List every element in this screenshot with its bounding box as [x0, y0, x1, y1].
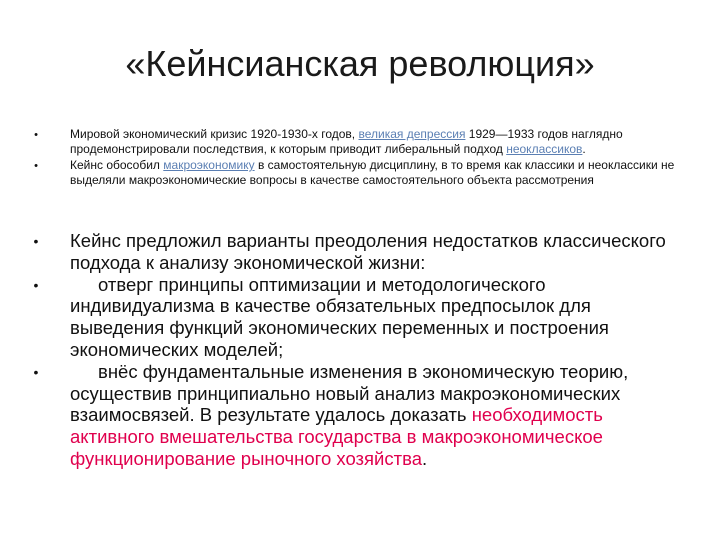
- link-macroeconomics[interactable]: макроэкономику: [163, 158, 255, 172]
- item-text: .: [582, 141, 586, 156]
- highlighted-text: необходимость активного вмешательства государства в макроэкономическое функционирование рыночного хозяйства: [70, 404, 603, 469]
- item-text: в самостоятельную дисциплину, в то время как классики и неоклассики не выделяли макроэкономические вопросы в качестве самостоятельного объекта рассмотрения: [70, 158, 675, 187]
- list-item: [30, 361, 690, 470]
- item-text: Кейнс предложил варианты преодоления недостатков классического подхода к анализу экономической жизни:: [70, 230, 666, 273]
- list-item: [30, 274, 690, 361]
- list-item: [30, 127, 680, 156]
- bullet-marker: •: [33, 233, 39, 249]
- item-text: Кейнс обособил: [70, 158, 164, 172]
- link-neoclassics[interactable]: неоклассиков: [506, 141, 583, 156]
- slide-title: «Кейнсианская революция»: [125, 43, 595, 84]
- bullet-marker: •: [33, 276, 39, 293]
- link-great-depression[interactable]: великая депрессия: [358, 127, 466, 141]
- bullet-marker: •: [34, 160, 38, 172]
- list-item: [30, 230, 690, 274]
- item-text: 1929—1933 годов наглядно продемонстрировали последствия, к которым приводит либеральный подход: [70, 127, 623, 156]
- detail-bullet-list: [30, 127, 680, 189]
- item-text: .: [422, 447, 428, 469]
- list-item: [30, 158, 680, 187]
- main-bullet-list: [30, 230, 690, 470]
- bullet-marker: •: [33, 363, 39, 380]
- item-text: Мировой экономический кризис 1920-1930-х годов,: [70, 127, 359, 141]
- item-text: внёс фундаментальные изменения в экономическую теорию, осуществив принципиально новый анализ макроэкономических взаимосвязей. В результате удалось доказать: [70, 360, 629, 426]
- bullet-marker: •: [34, 129, 38, 141]
- item-text: отверг принципы оптимизации и методологического индивидуализма в качестве обязательных предпосылок для выведения функций экономических переменных и построения экономических моделей;: [70, 273, 609, 360]
